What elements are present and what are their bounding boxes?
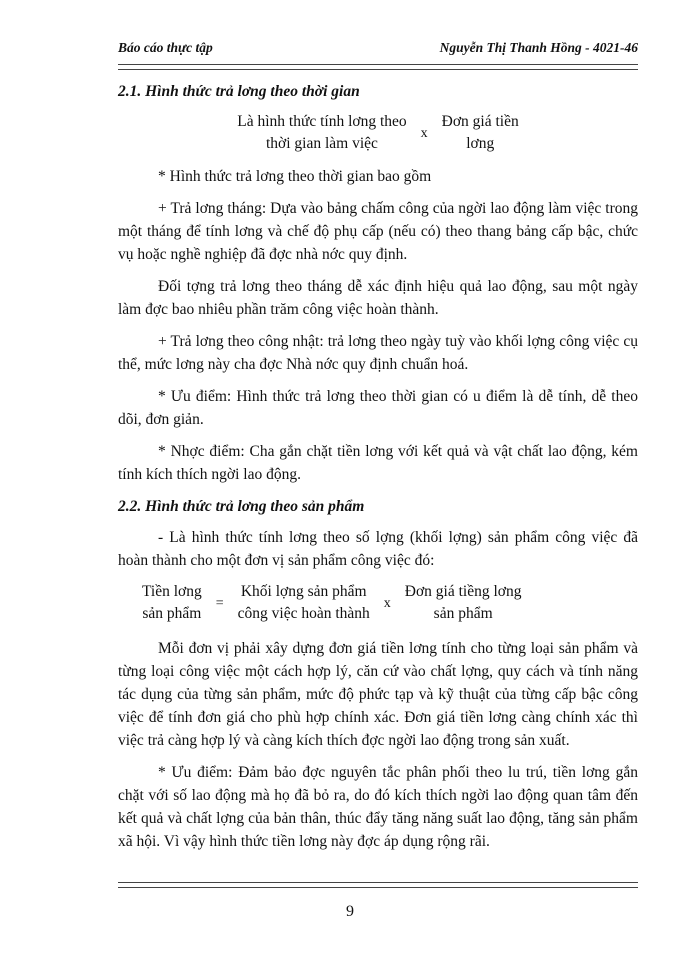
paragraph: * Ưu điểm: Đảm bảo đợc nguyên tắc phân phối theo lu trú, tiền lơng gắn chặt với số lao động mà họ đã bỏ ra, do đó kích thích ngời lao động quan tâm đến kết quả và chất lợng của bản thân, thúc đẩy tăng năng suất lao động, tăng sản phẩm xã hội. Vì vậy hình thức tiền lơng này đợc áp dụng rộng rãi.	[118, 764, 638, 850]
formula-text: Là hình thức tính lơng theo	[237, 113, 407, 130]
formula-text: lơng	[466, 135, 495, 152]
formula-term-2	[405, 581, 522, 625]
formula-text: công việc hoàn thành	[237, 605, 370, 622]
multiply-sign: x	[420, 125, 428, 141]
page-number: 9	[346, 903, 354, 920]
formula-text: Đơn giá tiền	[441, 113, 519, 130]
formula-lhs	[142, 581, 202, 625]
formula-term-2	[442, 111, 519, 155]
time-wage-formula	[118, 111, 638, 155]
paragraph: + Trả lơng theo công nhật: trả lơng theo ngày tuỳ vào khối lợng công việc cụ thể, mức lơng này cha đợc Nhà nớc quy định chuẩn hoá.	[118, 333, 638, 373]
formula-term-1	[237, 111, 406, 155]
paragraph: Đối tợng trả lơng theo tháng dễ xác định hiệu quả lao động, sau một ngày làm đợc bao nhiêu phần trăm công việc hoàn thành.	[118, 278, 638, 318]
footer-divider	[118, 882, 638, 888]
formula-text: sản phẩm	[142, 605, 202, 622]
paragraph: * Ưu điểm: Hình thức trả lơng theo thời gian có u điểm là dễ tính, dễ theo dõi, đơn giản.	[118, 388, 638, 428]
formula-text: sản phẩm	[433, 605, 493, 622]
multiply-sign: x	[383, 595, 391, 611]
header-divider	[118, 64, 638, 70]
paragraph: + Trả lơng tháng: Dựa vào bảng chấm công của ngời lao động làm việc trong một tháng để tính lơng và chế độ phụ cấp (nếu có) theo thang bảng cấp bậc, chức vụ hoặc nghề nghiệp đã đợc nhà nớc quy định.	[118, 200, 638, 263]
paragraph: * Nhợc điểm: Cha gắn chặt tiền lơng với kết quả và vật chất lao động, kém tính kích thích ngời lao động.	[118, 443, 638, 483]
document-body	[118, 76, 638, 862]
formula-text: Tiền lơng	[142, 583, 202, 600]
formula-text: thời gian làm việc	[265, 135, 378, 152]
paragraph: Mỗi đơn vị phải xây dựng đơn giá tiền lơng tính cho từng loại sản phẩm và từng loại công việc một cách hợp lý, căn cứ vào chất lợng, quy cách và tính năng tác dụng của từng sản phẩm, mức độ phức tạp và kỹ thuật của từng cấp bậc công việc để tính đơn giá cho phù hợp chính xác. Đơn giá tiền lơng càng chính xác thì việc trả càng hợp lý và càng kích thích đợc ngời lao động trong sản xuất.	[118, 640, 638, 749]
formula-text: Khối lợng sản phẩm	[240, 583, 367, 600]
header-right: Nguyễn Thị Thanh Hồng - 4021-46	[439, 40, 638, 55]
header-left: Báo cáo thực tập	[118, 40, 213, 55]
section-heading-2-1: 2.1. Hình thức trả lơng theo thời gian	[118, 83, 360, 100]
paragraph: - Là hình thức tính lơng theo số lợng (khối lợng) sản phẩm công việc đã hoàn thành cho một đơn vị sản phẩm công việc đó:	[118, 529, 638, 569]
page-header	[118, 40, 638, 60]
formula-text: Đơn giá tiềng lơng	[404, 583, 522, 600]
formula-term-1	[238, 581, 370, 625]
product-wage-formula	[118, 581, 638, 625]
equals-sign: =	[215, 595, 224, 611]
paragraph: * Hình thức trả lơng theo thời gian bao gồm	[158, 168, 432, 185]
section-heading-2-2: 2.2. Hình thức trả lơng theo sản phẩm	[118, 498, 365, 515]
